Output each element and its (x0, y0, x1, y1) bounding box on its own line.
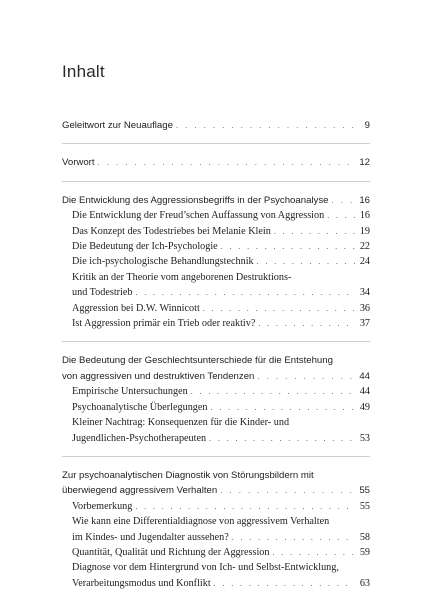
page-number: 63 (359, 577, 370, 589)
page-number: 58 (359, 531, 370, 543)
page-number: 49 (359, 401, 370, 413)
toc-entry-line: Kleiner Nachtrag: Konsequenzen für die Kinder- und (72, 417, 290, 429)
page-number: 44 (359, 370, 370, 382)
toc-entry[interactable] (62, 224, 370, 239)
dot-leader (273, 545, 356, 560)
page-number: 16 (359, 194, 370, 206)
page-number: 44 (359, 386, 370, 398)
dot-leader (274, 224, 355, 239)
dot-leader (214, 576, 355, 591)
page-number: 16 (359, 210, 370, 222)
dot-leader (135, 499, 355, 514)
toc-entry-title: Psychoanalytische Überlegungen (72, 401, 208, 413)
toc-entry[interactable] (62, 369, 370, 384)
toc-entry-title: Vorwort (62, 157, 95, 169)
dot-leader (331, 193, 355, 208)
dot-leader (220, 483, 355, 498)
toc-entry-title: Geleitwort zur Neuauflage (62, 120, 173, 131)
toc-entry[interactable] (62, 431, 370, 446)
page-number: 37 (359, 318, 370, 330)
toc-entry[interactable] (62, 499, 370, 514)
toc-entry-title: und Todestrieb (72, 287, 133, 299)
page-number: 12 (359, 157, 370, 169)
dot-leader (232, 530, 355, 545)
toc-entry[interactable] (62, 576, 370, 591)
toc-heading: Inhalt (62, 62, 105, 81)
toc-entry[interactable] (62, 285, 370, 300)
toc-entry-line: Wie kann eine Differentialdiagnose von aggressivem Verhalten (72, 516, 330, 528)
dot-leader (221, 239, 355, 254)
toc-entry[interactable] (62, 384, 370, 399)
toc-entry[interactable] (62, 239, 370, 254)
page-number: 59 (359, 546, 370, 558)
toc-entry-line: Die Bedeutung der Geschlechtsunterschiede für die Entstehung (62, 355, 333, 367)
section-divider (62, 341, 370, 342)
toc-entry-title: Ist Aggression primär ein Trieb oder reaktiv? (72, 318, 256, 330)
toc-entry-line: Diagnose vor dem Hintergrund von Ich- und Selbst-Entwicklung, (72, 562, 339, 574)
page-number: 22 (359, 241, 370, 253)
page-number: 36 (359, 302, 370, 314)
toc-entry[interactable] (62, 483, 370, 498)
toc-entry-title: von aggressiven und destruktiven Tendenzen (62, 370, 255, 382)
toc-entry[interactable] (62, 208, 370, 223)
table-of-contents (62, 118, 370, 591)
dot-leader (209, 431, 355, 446)
dot-leader (98, 155, 355, 170)
toc-entry[interactable] (62, 155, 370, 170)
toc-entry[interactable] (62, 400, 370, 415)
toc-entry-title: Verarbeitungsmodus und Konflikt (72, 577, 211, 589)
toc-entry-title: Die Entwicklung der Freud’schen Auffassung von Aggression (72, 210, 325, 222)
toc-entry-line: Kritik an der Theorie vom angeborenen Destruktions- (72, 271, 292, 283)
dot-leader (327, 208, 355, 223)
page-number: 9 (364, 120, 370, 131)
toc-entry-title: Jugendlichen-Psychotherapeuten (72, 432, 207, 444)
toc-entry-title: Das Konzept des Todestriebes bei Melanie Klein (72, 225, 271, 237)
page-number: 55 (359, 485, 370, 497)
toc-entry[interactable] (62, 254, 370, 269)
toc-section (62, 468, 370, 591)
page-number: 19 (359, 225, 370, 237)
toc-entry-title: Vorbemerkung (72, 500, 133, 512)
toc-entry[interactable] (62, 193, 370, 208)
dot-leader (257, 254, 355, 269)
toc-entry[interactable] (62, 301, 370, 316)
toc-entry[interactable] (62, 316, 370, 331)
page-number: 55 (359, 500, 370, 512)
toc-entry-title: Die Bedeutung der Ich-Psychologie (72, 241, 218, 253)
toc-section (62, 353, 370, 445)
toc-section (62, 155, 370, 170)
dot-leader (176, 118, 355, 133)
dot-leader (257, 369, 355, 384)
section-divider (62, 143, 370, 144)
toc-entry[interactable] (62, 545, 370, 560)
toc-entry[interactable] (62, 118, 370, 133)
toc-entry-title: überwiegend aggressivem Verhalten (62, 485, 218, 497)
section-divider (62, 456, 370, 457)
toc-entry-title: Die Entwicklung des Aggressionsbegriffs in der Psychoanalyse (62, 194, 329, 206)
dot-leader (211, 400, 355, 415)
page-number: 34 (359, 287, 370, 299)
toc-entry-title: Empirische Untersuchungen (72, 386, 188, 398)
dot-leader (258, 316, 355, 331)
page-number: 53 (359, 432, 370, 444)
toc-entry-title: Quantität, Qualität und Richtung der Aggression (72, 546, 270, 558)
dot-leader (136, 285, 356, 300)
toc-section (62, 193, 370, 332)
dot-leader (203, 301, 355, 316)
toc-entry[interactable] (62, 530, 370, 545)
toc-entry-title: Die ich-psychologische Behandlungstechnik (72, 256, 254, 268)
page-number: 24 (359, 256, 370, 268)
toc-entry-line: Zur psychoanalytischen Diagnostik von Störungsbildern mit (62, 469, 314, 481)
dot-leader (191, 384, 355, 399)
toc-entry-title: Aggression bei D.W. Winnicott (72, 302, 200, 314)
section-divider (62, 181, 370, 182)
toc-section (62, 118, 370, 133)
toc-entry-title: im Kindes- und Jugendalter aussehen? (72, 531, 229, 543)
